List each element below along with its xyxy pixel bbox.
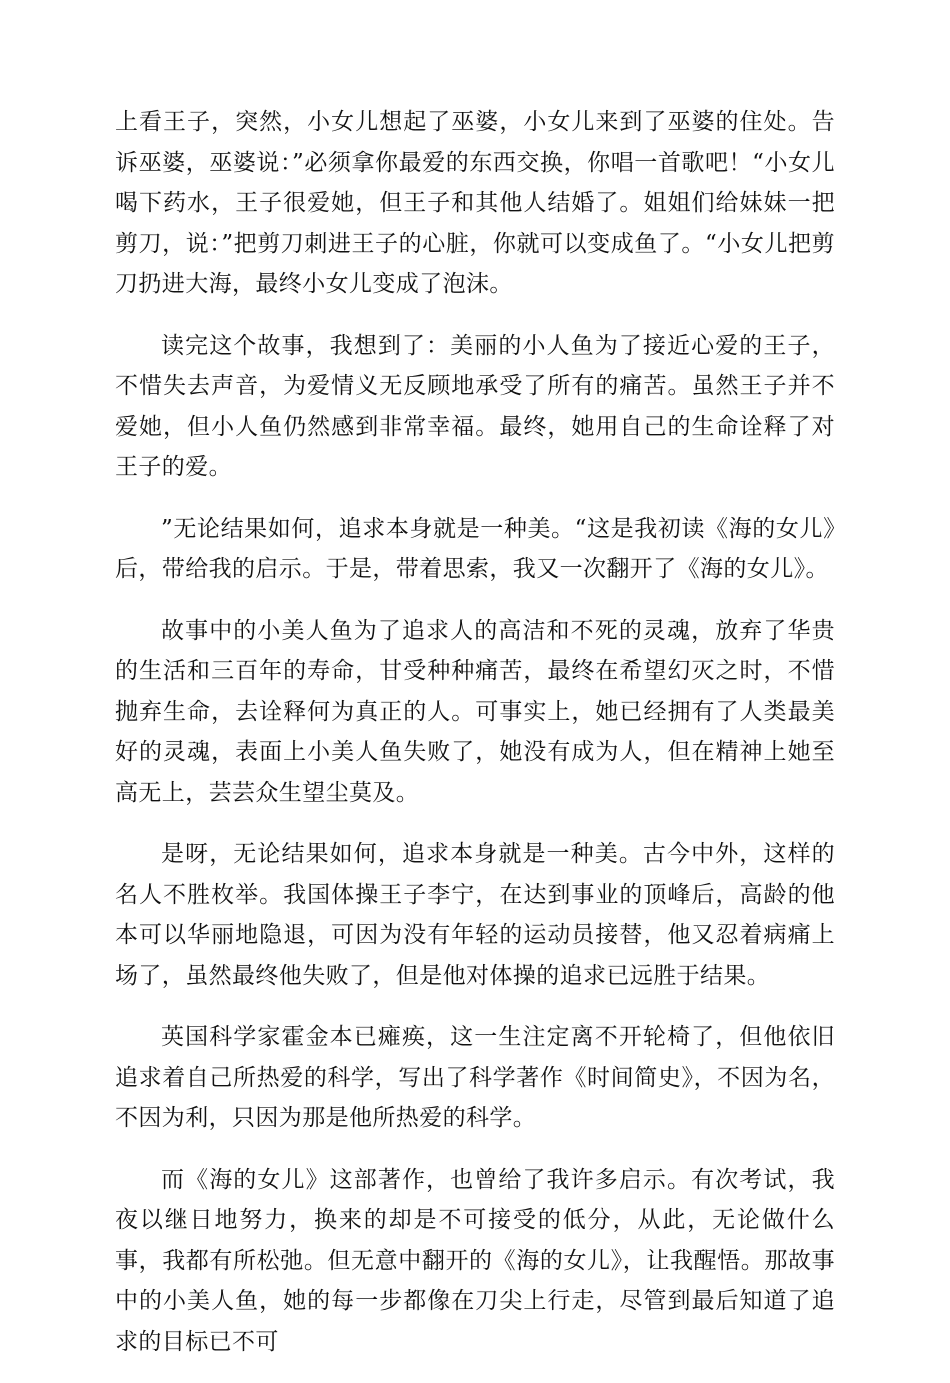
paragraph-1: 上看王子，突然，小女儿想起了巫婆，小女儿来到了巫婆的住处。告诉巫婆，巫婆说：”必须拿你最爱的东西交换，你唱一首歌吧！“小女儿喝下药水，王子很爱她，但王子和其他人结婚了。姐姐们给妹妹一把剪刀，说：”把剪刀刺进王子的心脏，你就可以变成鱼了。“小女儿把剪刀扔进大海，最终小女儿变成了泡沫。	[115, 109, 835, 297]
paragraph-6: 英国科学家霍金本已瘫痪，这一生注定离不开轮椅了，但他依旧追求着自己所热爱的科学，写出了科学著作《时间简史》，不因为名，不因为利，只因为那是他所热爱的科学。	[115, 1024, 835, 1131]
paragraph-2: 读完这个故事，我想到了：美丽的小人鱼为了接近心爱的王子，不惜失去声音，为爱情义无反顾地承受了所有的痛苦。虽然王子并不爱她，但小人鱼仍然感到非常幸福。最终，她用自己的生命诠释了对王子的爱。	[115, 332, 835, 480]
paragraph-7: 而《海的女儿》这部著作，也曾给了我许多启示。有次考试，我夜以继日地努力，换来的却是不可接受的低分，从此，无论做什么事，我都有所松弛。但无意中翻开的《海的女儿》，让我醒悟。那故事中的小美人鱼，她的每一步都像在刀尖上行走，尽管到最后知道了追求的目标已不可	[115, 1166, 835, 1355]
paragraph-3: ”无论结果如何，追求本身就是一种美。“这是我初读《海的女儿》后，带给我的启示。于是，带着思索，我又一次翻开了《海的女儿》。	[115, 515, 835, 582]
paragraph-5: 是呀，无论结果如何，追求本身就是一种美。古今中外，这样的名人不胜枚举。我国体操王子李宁，在达到事业的顶峰后，高龄的他本可以华丽地隐退，可因为没有年轻的运动员接替，他又忍着病痛上场了，虽然最终他失败了，但是他对体操的追求已远胜于结果。	[115, 841, 835, 989]
paragraph-4: 故事中的小美人鱼为了追求人的高洁和不死的灵魂，放弃了华贵的生活和三百年的寿命，甘受种种痛苦，最终在希望幻灭之时，不惜抛弃生命，去诠释何为真正的人。可事实上，她已经拥有了人类最美好的灵魂，表面上小美人鱼失败了，她没有成为人，但在精神上她至高无上，芸芸众生望尘莫及。	[115, 617, 835, 806]
document-body	[115, 102, 835, 1383]
